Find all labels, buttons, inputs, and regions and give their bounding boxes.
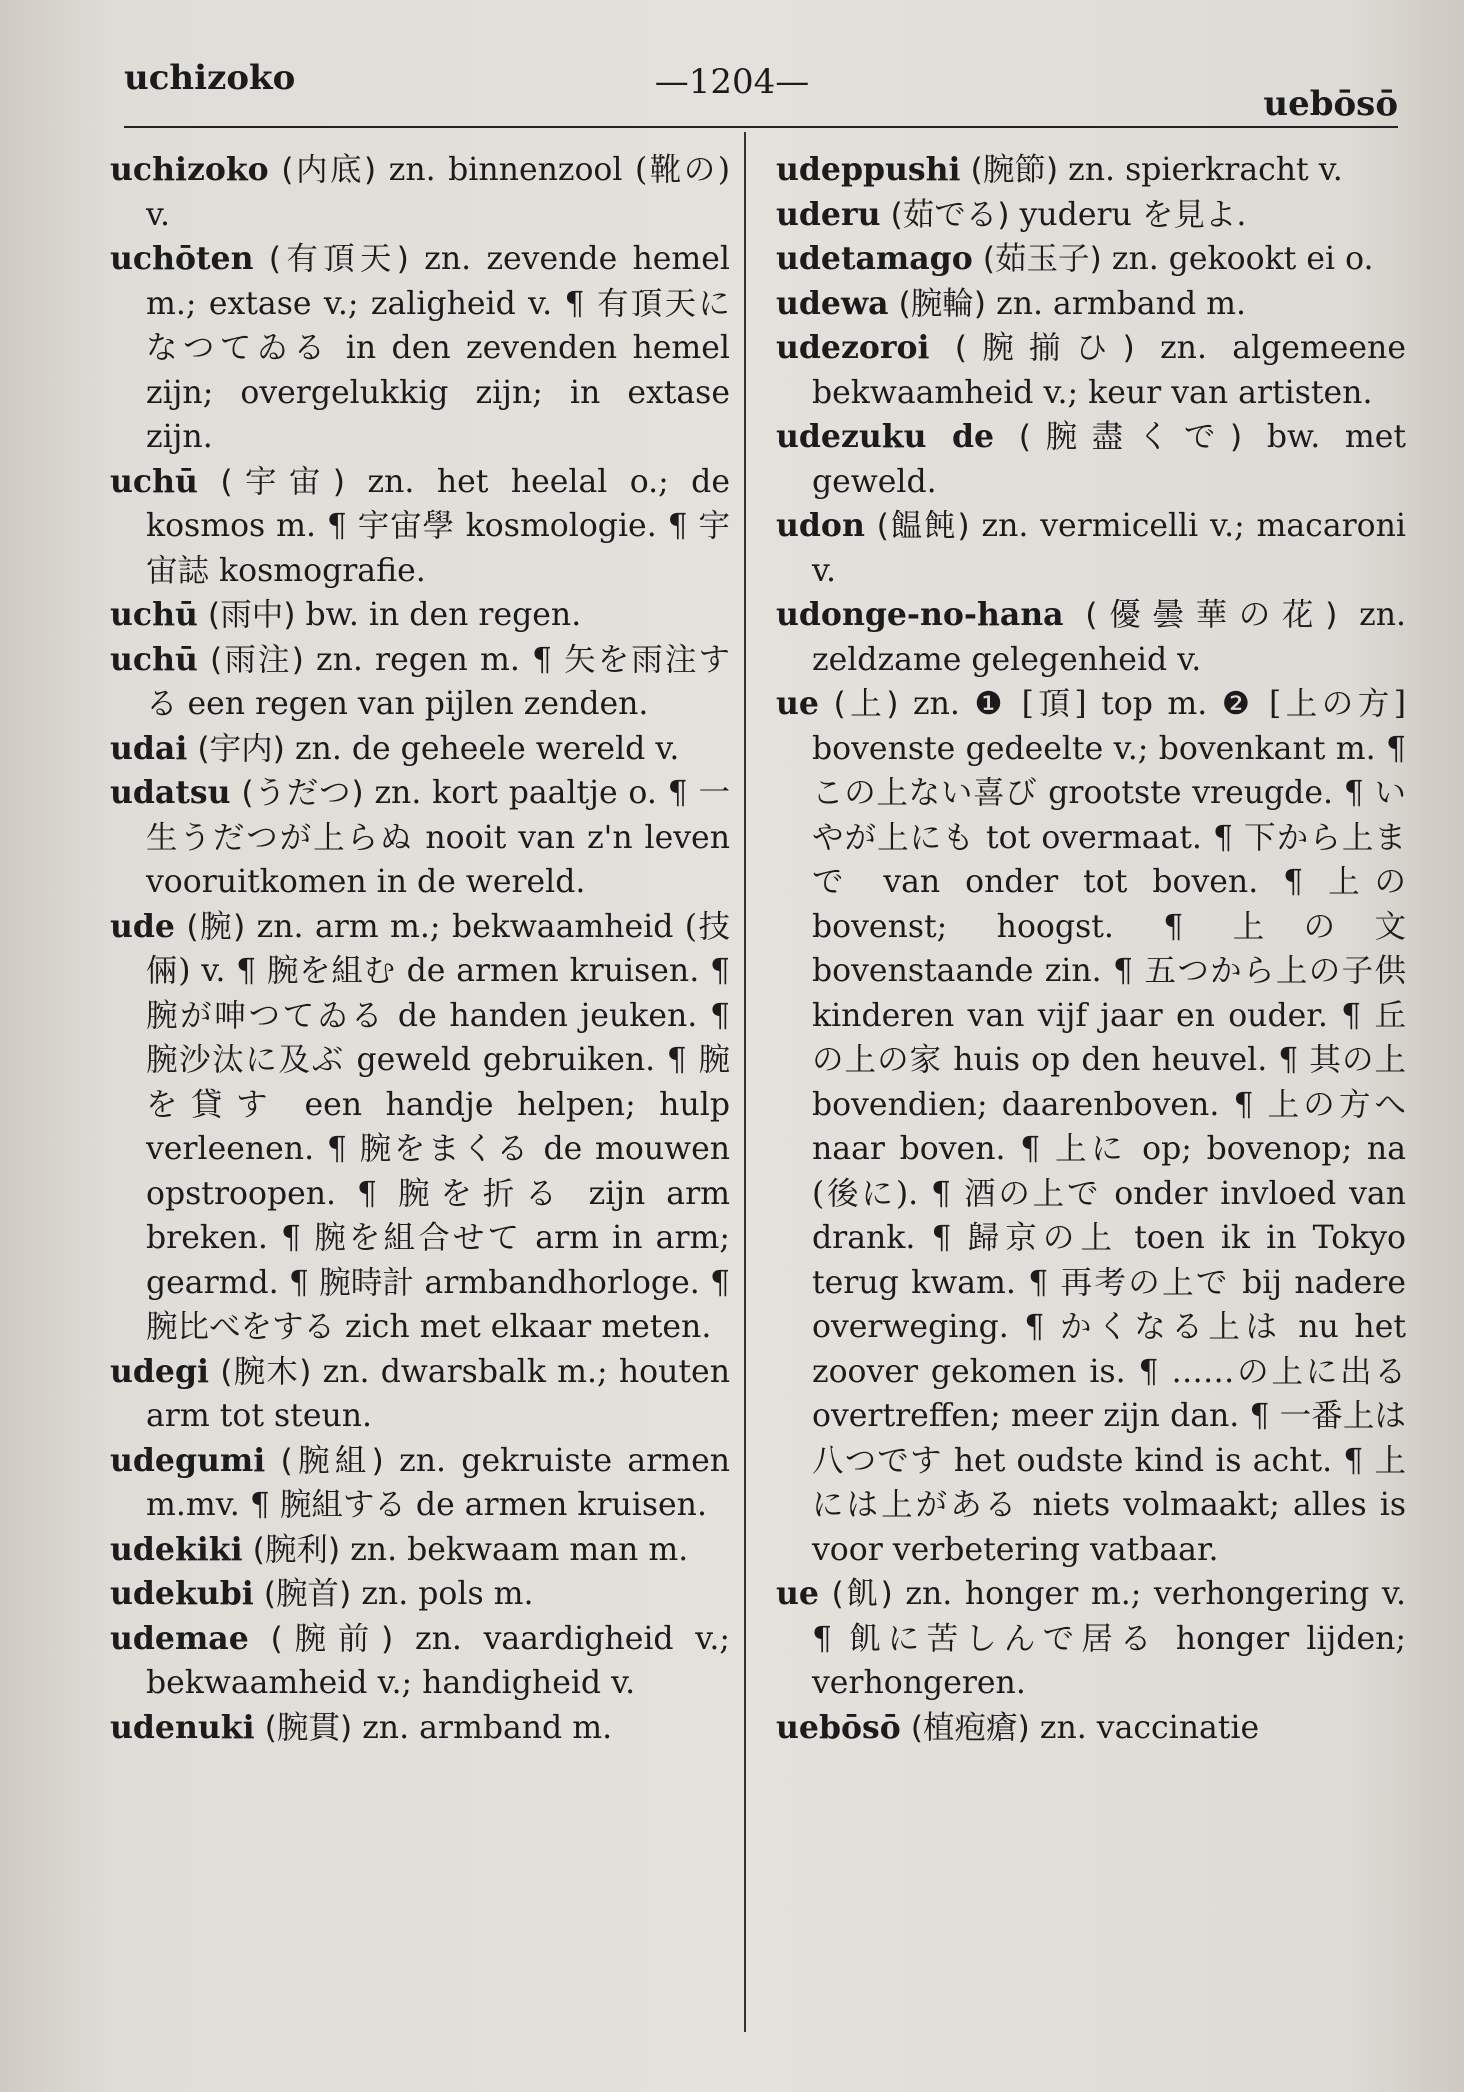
definition: zn. pols m. bbox=[361, 1576, 534, 1612]
kanji-form: (植疱瘡) bbox=[910, 1709, 1030, 1746]
definition: zn. gekruiste armen m.mv. ¶ 腕組する de armen kruisen. bbox=[146, 1442, 731, 1523]
dictionary-entry bbox=[110, 1572, 730, 1617]
headword: udewa bbox=[776, 284, 889, 322]
headword: udonge-no-hana bbox=[776, 596, 1064, 633]
dictionary-entry bbox=[776, 682, 1406, 1572]
kanji-form: (雨注) bbox=[210, 641, 304, 678]
kanji-form: (有頂天) bbox=[268, 241, 409, 277]
definition: bw. met geweld. bbox=[812, 419, 1406, 500]
definition: zn. gekookt ei o. bbox=[1111, 241, 1374, 277]
dictionary-entry bbox=[776, 148, 1406, 193]
kanji-form: (腕節) bbox=[970, 152, 1059, 188]
dictionary-entry bbox=[776, 282, 1406, 327]
dictionary-entry bbox=[776, 326, 1406, 415]
kanji-form: (うだつ) bbox=[241, 775, 364, 811]
dictionary-entry bbox=[776, 1706, 1406, 1751]
dictionary-entry bbox=[110, 1528, 730, 1573]
kanji-form: (腕前) bbox=[270, 1620, 394, 1657]
kanji-form: (腕首) bbox=[263, 1576, 352, 1612]
dictionary-entry bbox=[110, 237, 730, 460]
definition: zn. regen m. ¶ 矢を雨注する een regen van pijlen zenden. bbox=[146, 641, 731, 722]
headword: udekiki bbox=[110, 1530, 243, 1568]
dictionary-entry bbox=[110, 148, 730, 237]
headword: udekubi bbox=[110, 1575, 254, 1612]
dictionary-entry bbox=[110, 1706, 730, 1751]
headword: udeppushi bbox=[776, 151, 961, 188]
headword: udenuki bbox=[110, 1708, 255, 1746]
dictionary-entry bbox=[776, 193, 1406, 238]
definition: zn. armband m. bbox=[362, 1709, 613, 1746]
headword: uchōten bbox=[110, 240, 254, 277]
definition: zn. het heelal o.; de kosmos m. ¶ 宇宙學 kosmologie. ¶ 宇宙誌 kosmografie. bbox=[146, 463, 730, 589]
dictionary-entry bbox=[110, 460, 730, 594]
dictionary-entry bbox=[110, 727, 730, 772]
kanji-form: (宇内) bbox=[197, 730, 285, 767]
definition: zn. algemeene bekwaamheid v.; keur van artisten. bbox=[812, 330, 1406, 411]
definition: zn. honger m.; verhongering v. ¶ 飢に苦しんで居る honger lijden; verhongeren. bbox=[812, 1576, 1407, 1701]
headword: udegumi bbox=[110, 1441, 266, 1479]
definition: zn. kort paaltje o. ¶ 一生うだつが上らぬ nooit van z'n leven vooruitkomen in de wereld. bbox=[146, 775, 730, 900]
right-guide-word: uebōsō bbox=[1263, 84, 1398, 124]
left-column bbox=[110, 148, 730, 1750]
kanji-form: (腕) bbox=[186, 908, 246, 945]
kanji-form: (腕貫) bbox=[264, 1709, 353, 1746]
page-number: —1204— bbox=[654, 62, 810, 102]
dictionary-entry bbox=[110, 1350, 730, 1439]
kanji-form: (腕盡くで) bbox=[1018, 419, 1243, 455]
definition: zn. bekwaam man m. bbox=[350, 1531, 689, 1568]
kanji-form: (茹玉子) bbox=[982, 241, 1102, 277]
column-divider bbox=[744, 132, 746, 2032]
headword: ue bbox=[776, 1575, 819, 1612]
headword: uchū bbox=[110, 596, 198, 633]
headword: udemae bbox=[110, 1619, 249, 1657]
headword: udezoroi bbox=[776, 329, 930, 366]
right-column bbox=[776, 148, 1406, 1750]
kanji-form: (優曇華の花) bbox=[1085, 597, 1338, 633]
dictionary-entry bbox=[776, 1572, 1406, 1706]
definition: zn. vaccinatie bbox=[1039, 1709, 1260, 1746]
definition: zn. arm m.; bekwaamheid (技倆) v. ¶ 腕を組む de armen kruisen. ¶ 腕が呻つてゐる de handen jeuken. ¶ 腕沙汰に及ぶ geweld gebruiken. ¶ 腕を貸す een handje helpen; hulp verleenen. ¶ 腕をまくる de mouwen opstroopen. ¶ 腕を折る zijn arm breken. ¶ 腕を組合せて arm in arm; gearmd. ¶ 腕時計 armbandhorloge. ¶ 腕比べをする zich met elkaar meten. bbox=[146, 908, 730, 1345]
kanji-form: (腕揃ひ) bbox=[954, 330, 1135, 366]
headword: ue bbox=[776, 685, 819, 722]
header-rule bbox=[124, 126, 1398, 128]
headword: uchizoko bbox=[110, 151, 269, 188]
kanji-form: (茹でる) bbox=[890, 196, 1010, 233]
definition: zn. zeldzame gelegenheid v. bbox=[812, 597, 1406, 678]
kanji-form: (腕輪) bbox=[898, 285, 987, 322]
definition: zn. spierkracht v. bbox=[1068, 152, 1343, 188]
headword: uebōsō bbox=[776, 1708, 901, 1746]
definition: zn. ❶ [頂] top m. ❷ [上の方] bovenste gedeelte v.; bovenkant m. ¶ この上ない喜び grootste vreugde. ¶ いやが上にも tot overmaat. ¶ 下から上まで van onder tot boven. ¶ 上の bovenst; hoogst. ¶ 上の文 bovenstaande zin. ¶ 五つから上の子供 kinderen van vijf jaar en ouder. ¶ 丘の上の家 huis op den heuvel. ¶ 其の上 bovendien; daarenboven. ¶ 上の方へ naar boven. ¶ 上に op; bovenop; na (後に). ¶ 酒の上で onder invloed van drank. ¶ 歸京の上 toen ik in Tokyo terug kwam. ¶ 再考の上で bij nadere overweging. ¶ かくなる上は nu het zoover gekomen is. ¶ ……の上に出る overtreffen; meer zijn dan. ¶ 一番上は八つです het oudste kind is acht. ¶ 上には上がある niets volmaakt; alles is voor verbetering vatbaar. bbox=[812, 686, 1407, 1568]
dictionary-entry bbox=[776, 504, 1406, 593]
headword: uchū bbox=[110, 640, 198, 678]
definition: zn. armband m. bbox=[996, 285, 1247, 322]
definition: zn. de geheele wereld v. bbox=[294, 730, 680, 767]
dictionary-entry bbox=[110, 905, 730, 1350]
definition: bw. in den regen. bbox=[305, 597, 582, 633]
headword: udezuku de bbox=[776, 418, 995, 455]
kanji-form: (腕組) bbox=[280, 1442, 384, 1479]
kanji-form: (飢) bbox=[831, 1576, 893, 1612]
kanji-form: (宇宙) bbox=[220, 463, 346, 500]
dictionary-entry bbox=[110, 771, 730, 905]
headword: uderu bbox=[776, 195, 881, 233]
kanji-form: (腕木) bbox=[220, 1353, 312, 1390]
kanji-form: (上) bbox=[833, 686, 899, 722]
headword: udon bbox=[776, 507, 865, 544]
definition: zn. binnenzool (靴の) v. bbox=[146, 152, 730, 233]
dictionary-entry bbox=[776, 593, 1406, 682]
headword: udetamago bbox=[776, 240, 973, 277]
headword: udai bbox=[110, 729, 188, 767]
kanji-form: (饂飩) bbox=[876, 508, 970, 544]
dictionary-entry bbox=[110, 638, 730, 727]
definition: zn. vaardigheid v.; bekwaamheid v.; handigheid v. bbox=[146, 1620, 730, 1701]
dictionary-entry bbox=[776, 237, 1406, 282]
kanji-form: (腕利) bbox=[252, 1531, 341, 1568]
definition: zn. vermicelli v.; macaroni v. bbox=[812, 508, 1406, 589]
dictionary-entry bbox=[110, 593, 730, 638]
headword: ude bbox=[110, 907, 175, 945]
headword: uchū bbox=[110, 462, 198, 500]
kanji-form: (雨中) bbox=[207, 597, 296, 633]
kanji-form: (内底) bbox=[281, 152, 377, 188]
headword: udegi bbox=[110, 1352, 209, 1390]
dictionary-entry bbox=[110, 1439, 730, 1528]
dictionary-entry bbox=[110, 1617, 730, 1706]
left-guide-word: uchizoko bbox=[124, 58, 296, 98]
definition: zn. dwarsbalk m.; houten arm tot steun. bbox=[146, 1353, 730, 1434]
definition: zn. zevende hemel m.; extase v.; zaligheid v. ¶ 有頂天になつてゐる in den zevenden hemel zijn; overgelukkig zijn; in extase zijn. bbox=[146, 241, 731, 455]
definition: yuderu を見よ. bbox=[1019, 196, 1247, 233]
dictionary-entry bbox=[776, 415, 1406, 504]
headword: udatsu bbox=[110, 774, 231, 811]
